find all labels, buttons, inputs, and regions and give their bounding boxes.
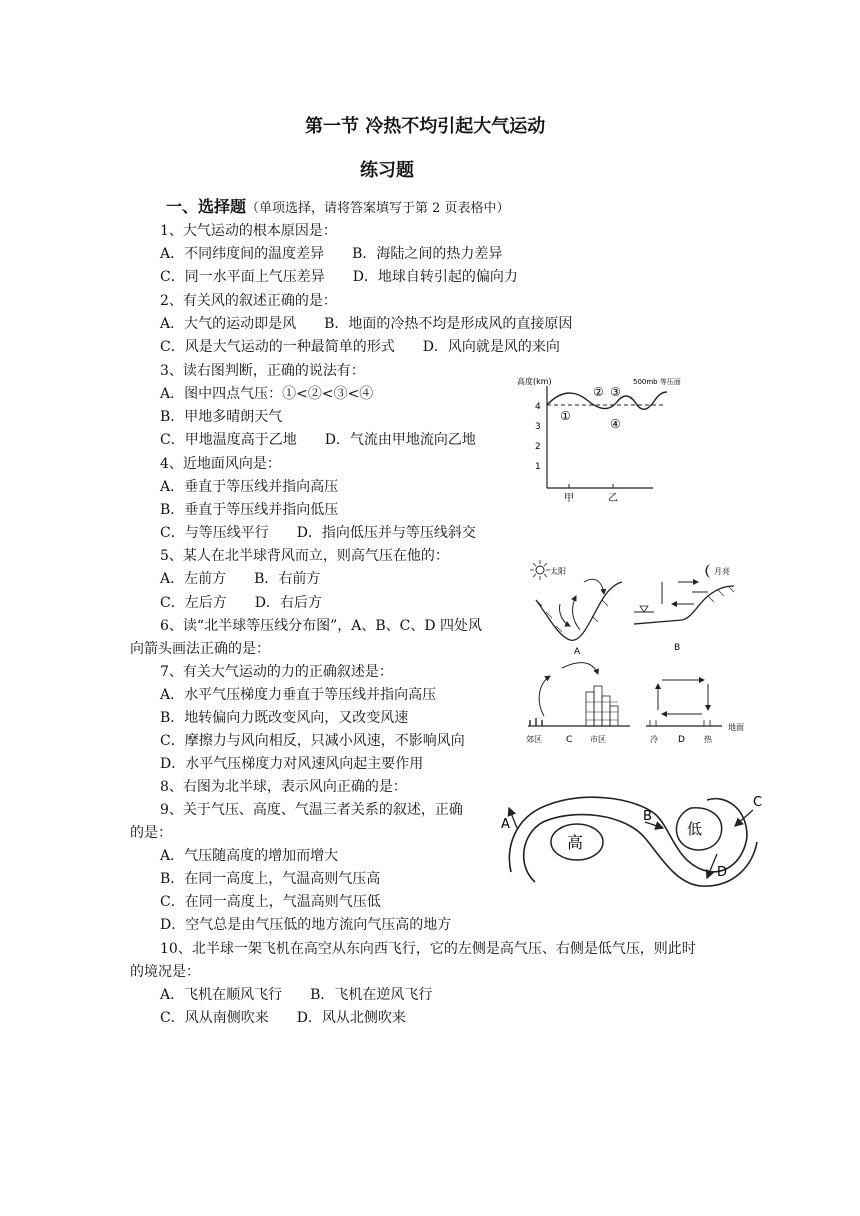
valley-a-outline [536, 582, 622, 640]
valley-a-arrow-1 [584, 579, 604, 594]
arrow-label-c: C [753, 795, 763, 810]
building-4 [610, 706, 618, 726]
x-label-yi: 乙 [608, 493, 618, 504]
ground-label: 地面 [728, 723, 744, 732]
cold-label: 冷 [650, 735, 658, 744]
wind-arrow-d [707, 854, 717, 878]
isobar-map-figure [495, 778, 775, 890]
question-2-options-ab: A．大气的运动即是风 B．地面的冷热不均是形成风的直接原因 [160, 316, 573, 332]
question-3-option-b: B．甲地多晴朗天气 [160, 409, 283, 425]
question-4-options-cd: C．与等压线平行 D．指向低压并与等压线斜交 [160, 525, 476, 541]
question-9-option-b: B．在同一高度上，气温高则气压高 [160, 871, 381, 887]
wind-arrow-c [735, 810, 753, 826]
panel-label-c: C [566, 735, 573, 745]
section-heading-row [166, 198, 510, 218]
isobaric-surface-curve [547, 392, 667, 409]
panel-label-a: A [574, 647, 581, 657]
valley-a-arrow-2 [573, 596, 580, 630]
question-10-options-cd: C．风从南侧吹来 D．风从北侧吹来 [160, 1010, 406, 1026]
y-axis-label: 高度(km) [517, 377, 552, 386]
question-3-option-a: A．图中四点气压：①<②<③<④ [160, 386, 374, 402]
water-level-icon [640, 606, 648, 612]
point-3: ③ [610, 385, 621, 399]
section-note: （单项选择，请将答案填写于第 2 页表格中） [246, 201, 510, 216]
y-tick-4: 4 [535, 402, 541, 412]
wind-arrow-a [509, 808, 517, 828]
question-9-stem: 9、关于气压、高度、气温三者关系的叙述，正确 [160, 802, 463, 818]
question-9-option-a: A．气压随高度的增加而增大 [160, 848, 339, 864]
hot-label: 热 [704, 735, 712, 744]
isobar-outer [509, 797, 747, 872]
question-4-option-a: A．垂直于等压线并指向高压 [160, 479, 339, 495]
moon-icon [706, 564, 711, 578]
question-1-options-cd: C．同一水平面上气压差异 D．地球自转引起的偏向力 [160, 269, 518, 285]
question-7-stem: 7、有关大气运动的力的正确叙述是： [160, 664, 393, 680]
question-10-stem: 10、北半球一架飞机在高空从东向西飞行，它的左侧是高气压、右侧是低气压，则此时 [160, 941, 696, 957]
valley-a-arrow-3 [559, 604, 570, 626]
question-7-option-b: B．地转偏向力既改变风向，又改变风速 [160, 710, 409, 726]
question-5-options-cd: C．左后方 D．右后方 [160, 595, 322, 611]
question-3-options-cd: C．甲地温度高于乙地 D．气流由甲地流向乙地 [160, 432, 476, 448]
sun-label: 太阳 [550, 567, 566, 576]
y-tick-3: 3 [535, 422, 541, 432]
coast-b-outline [634, 586, 734, 624]
question-9-option-d: D．空气总是由气压低的地方流向气压高的地方 [160, 917, 452, 933]
isobar-outer-end [707, 799, 747, 836]
question-9-option-c: C．在同一高度上，气温高则气压低 [160, 894, 381, 910]
building-1 [586, 692, 594, 726]
x-label-jia: 甲 [564, 493, 574, 504]
y-tick-2: 2 [535, 442, 541, 452]
sun-rays [530, 560, 550, 580]
thermal-circulation-figure [522, 556, 762, 748]
question-1-stem: 1、大气运动的根本原因是： [160, 223, 337, 239]
y-tick-1: 1 [535, 462, 541, 472]
question-4-option-b: B．垂直于等压线并指向低压 [160, 502, 339, 518]
question-7-option-c: C．摩擦力与风向相反，只减小风速，不影响风向 [160, 733, 465, 749]
circ-c-arrow-top [562, 663, 598, 674]
isobar-label: 500mb 等压面 [633, 378, 681, 386]
question-3-stem: 3、读右图判断，正确的说法有： [160, 363, 365, 379]
point-1: ① [560, 409, 571, 423]
panel-label-b: B [674, 643, 681, 653]
question-6-stem: 6、读“北半球等压线分布图”，A、B、C、D 四处风 [160, 618, 483, 634]
page-title: 第一节 冷热不均引起大气运动 [305, 116, 546, 137]
point-4: ④ [610, 417, 621, 431]
ground-d-marks [650, 720, 710, 726]
isobar-profile-figure [505, 372, 695, 504]
question-1-options-ab: A．不同纬度间的温度差异 B．海陆之间的热力差异 [160, 246, 503, 262]
high-label: 高 [567, 833, 584, 852]
moon-label: 月亮 [714, 567, 730, 576]
question-10-options-ab: A．飞机在顺风飞行 B．飞机在逆风飞行 [160, 987, 433, 1003]
suburb-trees [530, 718, 542, 726]
question-7-option-d: D．水平气压梯度力对风速风向起主要作用 [160, 756, 424, 772]
question-8-stem: 8、右图为北半球，表示风向正确的是： [160, 779, 407, 795]
question-6-stem-cont: 向箭头画法正确的是： [130, 641, 270, 657]
question-5-stem: 5、某人在北半球背风而立，则高气压在他的： [160, 548, 449, 564]
question-2-options-cd: C．风是大气运动的一种最简单的形式 D．风向就是风的来向 [160, 339, 560, 355]
suburb-label: 郊区 [526, 735, 542, 744]
panel-label-d: D [678, 735, 685, 745]
sun-icon [536, 566, 544, 574]
question-9-stem-cont: 的是： [130, 825, 172, 841]
question-7-option-a: A．水平气压梯度力垂直于等压线并指向高压 [160, 687, 437, 703]
city-label: 市区 [590, 735, 606, 744]
question-5-options-ab: A．左前方 B．右前方 [160, 571, 321, 587]
arrow-label-d: D [717, 865, 728, 880]
question-2-stem: 2、有关风的叙述正确的是： [160, 293, 337, 309]
building-3 [602, 696, 610, 726]
question-4-stem: 4、近地面风向是： [160, 456, 281, 472]
question-10-stem-cont: 的境况是： [130, 964, 200, 980]
arrow-label-b: B [643, 809, 652, 824]
page-subtitle: 练习题 [360, 160, 414, 181]
point-2: ② [593, 385, 604, 399]
circ-c-arrow-left [539, 676, 550, 716]
section-heading: 一、选择题 [166, 197, 247, 216]
arrow-label-a: A [501, 817, 510, 832]
low-label: 低 [687, 820, 703, 838]
